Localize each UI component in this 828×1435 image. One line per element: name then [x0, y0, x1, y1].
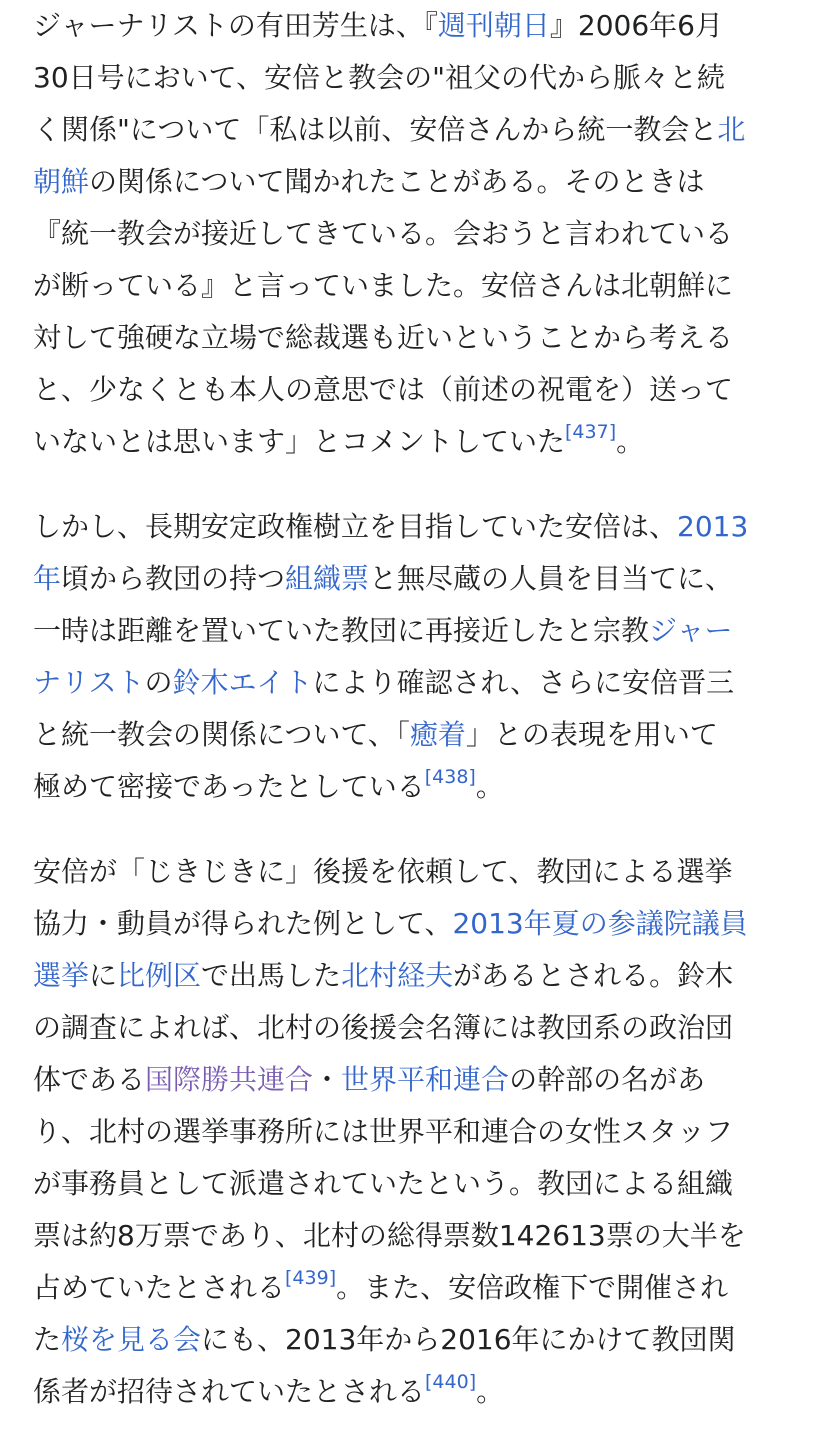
article-link[interactable]: 2013年夏の参議院議員 — [452, 907, 748, 940]
text-run: しかし、長期安定政権樹立を目指していた安倍は、 — [33, 510, 678, 543]
text-line — [33, 553, 803, 605]
article-link[interactable]: 年 — [33, 562, 62, 595]
text-line — [33, 312, 803, 364]
text-run: の — [144, 666, 173, 699]
text-run: いないとは思います」とコメントしていた — [33, 425, 566, 458]
text-run: ジャーナリストの有田芳生は、『 — [33, 9, 438, 42]
text-line — [33, 260, 803, 312]
text-run: 係者が招待されていたとされる — [33, 1375, 426, 1408]
text-run: 占めていたとされる — [33, 1271, 286, 1304]
text-line — [33, 1262, 803, 1314]
article-link[interactable]: 鈴木エイト — [172, 666, 313, 699]
text-run: 『統一教会が接近してきている。会おうと言われている — [33, 217, 734, 250]
text-line — [33, 104, 803, 156]
citation-ref[interactable] — [285, 1267, 336, 1289]
text-run: 極めて密接であったとしている — [33, 770, 425, 803]
text-run: 』2006年6月 — [549, 9, 723, 42]
text-run: 頃から教団の持つ — [61, 562, 286, 595]
text-run: ・ — [313, 1063, 342, 1096]
citation-link[interactable]: [437] — [565, 420, 617, 443]
text-run: にも、2013年から2016年にかけて教団関 — [201, 1323, 736, 1356]
text-line — [33, 156, 803, 208]
article-link[interactable]: 癒着 — [409, 718, 466, 751]
article-link[interactable]: 2013 — [677, 510, 749, 543]
text-line — [33, 898, 803, 950]
text-line — [33, 501, 803, 553]
article-link[interactable]: 桜を見る会 — [61, 1323, 202, 1356]
text-line — [33, 1210, 803, 1262]
text-line — [33, 208, 803, 260]
text-run: があるとされる。鈴木 — [453, 959, 734, 992]
text-line — [33, 950, 803, 1002]
text-line — [33, 1054, 803, 1106]
text-run: の調査によれば、北村の後援会名簿には教団系の政治団 — [33, 1011, 734, 1044]
text-line — [33, 709, 803, 761]
text-run: 。また、安倍政権下で開催され — [336, 1271, 729, 1304]
article-link[interactable]: 組織票 — [285, 562, 370, 595]
text-line — [33, 761, 803, 813]
article-link[interactable]: ナリスト — [33, 666, 145, 699]
text-line — [33, 1366, 803, 1418]
article-link[interactable]: 週刊朝日 — [437, 9, 550, 42]
paragraph — [33, 0, 803, 468]
article-link[interactable]: 朝鮮 — [33, 165, 90, 198]
text-line — [33, 52, 803, 104]
text-run: の関係について聞かれたことがある。そのときは — [89, 165, 705, 198]
paragraph — [33, 846, 803, 1418]
text-line — [33, 416, 803, 468]
citation-ref[interactable] — [425, 766, 476, 788]
text-run: が断っている』と言っていました。安倍さんは北朝鮮に — [33, 269, 734, 302]
text-run: と、少なくとも本人の意思では（前述の祝電を）送って — [33, 373, 734, 406]
text-run: 30日号において、安倍と教会の"祖父の代から脈々と続 — [33, 61, 725, 94]
text-run: く関係"について「私は以前、安倍さんから統一教会と — [33, 113, 718, 146]
text-line — [33, 846, 803, 898]
text-run: 。 — [616, 425, 645, 458]
text-run: 。 — [475, 770, 504, 803]
paragraph-gap — [33, 468, 803, 501]
text-run: の幹部の名があ — [509, 1063, 706, 1096]
paragraph — [33, 501, 803, 813]
article-link[interactable]: 選挙 — [33, 959, 90, 992]
article-body — [33, 0, 803, 1418]
article-link[interactable]: 北村経夫 — [341, 959, 454, 992]
text-run: 一時は距離を置いていた教団に再接近したと宗教 — [33, 614, 650, 647]
text-run: と無尽蔵の人員を目当てに、 — [369, 562, 734, 595]
citation-link[interactable]: [439] — [285, 1266, 337, 1289]
text-line — [33, 1106, 803, 1158]
text-run: 」との表現を用いて — [465, 718, 718, 751]
text-run: 体である — [33, 1063, 146, 1096]
citation-ref[interactable] — [565, 421, 616, 443]
text-line — [33, 605, 803, 657]
text-line — [33, 1314, 803, 1366]
text-line — [33, 364, 803, 416]
text-run: 協力・動員が得られた例として、 — [33, 907, 453, 940]
article-link[interactable]: 世界平和連合 — [341, 1063, 510, 1096]
text-run: に — [89, 959, 118, 992]
text-line — [33, 657, 803, 709]
article-link[interactable]: 北 — [717, 113, 746, 146]
text-run: 安倍が「じきじきに」後援を依頼して、教団による選挙 — [33, 855, 733, 888]
text-run: り、北村の選挙事務所には世界平和連合の女性スタッフ — [33, 1115, 734, 1148]
article-link[interactable]: 国際勝共連合 — [145, 1063, 314, 1096]
text-run: 対して強硬な立場で総裁選も近いということから考える — [33, 321, 734, 354]
text-line — [33, 0, 803, 52]
text-run: 。 — [476, 1375, 505, 1408]
text-run: が事務員として派遣されていたという。教団による組織 — [33, 1167, 734, 1200]
text-run: 票は約8万票であり、北村の総得票数142613票の大半を — [33, 1219, 746, 1252]
text-run: で出馬した — [201, 959, 342, 992]
article-link[interactable]: ジャー — [649, 614, 733, 647]
paragraph-gap — [33, 813, 803, 846]
citation-link[interactable]: [440] — [425, 1370, 477, 1393]
text-line — [33, 1002, 803, 1054]
article-link[interactable]: 比例区 — [117, 959, 202, 992]
citation-ref[interactable] — [425, 1371, 476, 1393]
text-line — [33, 1158, 803, 1210]
text-run: た — [33, 1323, 62, 1356]
text-run: により確認され、さらに安倍晋三 — [312, 666, 735, 699]
text-run: と統一教会の関係について、「 — [33, 718, 410, 751]
citation-link[interactable]: [438] — [424, 765, 476, 788]
